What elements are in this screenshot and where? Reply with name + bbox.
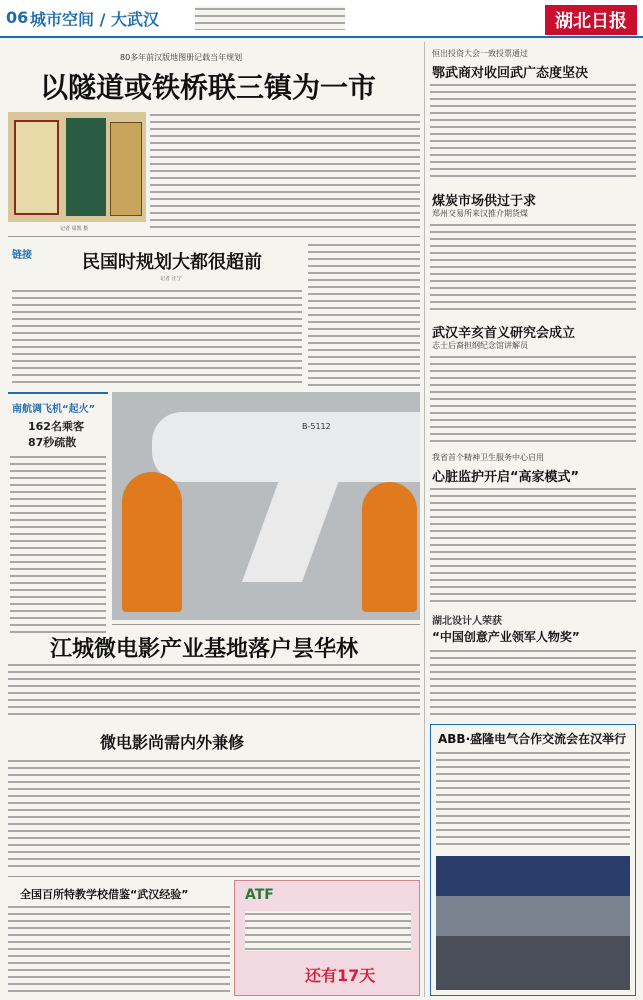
main-body-text [150, 112, 420, 232]
micro-body-text [8, 758, 420, 868]
story2-text [430, 222, 636, 314]
side-box-text [10, 454, 106, 634]
column-divider [424, 42, 425, 997]
side-box-title: 南航调飞机“起火” [12, 404, 96, 415]
story4-text [430, 486, 636, 604]
main-headline: 以隧道或铁桥联三镇为一市 [40, 71, 377, 104]
masthead-meta [195, 6, 345, 30]
story1-text [430, 82, 636, 182]
ad-countdown: 还有17天 [305, 966, 376, 985]
link-headline: 民国时规划大都很超前 [82, 252, 262, 273]
right-col-text [308, 242, 420, 388]
newspaper-logo: 湖北日报 [545, 5, 637, 35]
map-book-photo [8, 112, 146, 222]
side-box-line1: 162名乘客 [28, 420, 84, 433]
abb-photo [436, 856, 630, 990]
story4-kicker: 我省首个精神卫生服务中心启用 [432, 453, 544, 462]
story4-headline: 心脏监护开启“高家模式” [432, 470, 580, 485]
section-title: 城市空间 / 大武汉 [30, 10, 159, 29]
abb-text [436, 750, 630, 850]
link-byline: 记者 汪宁 [160, 276, 182, 282]
teach-headline: 全国百所特教学校借鉴“武汉经验” [20, 888, 189, 901]
divider [8, 876, 420, 877]
story1-headline: 鄂武商对收回武广态度坚决 [432, 66, 589, 81]
side-box-line2: 87秒疏散 [28, 436, 77, 449]
main-kicker: 80多年前汉版地图册记载当年规划 [120, 53, 243, 62]
film-body-text [8, 662, 420, 718]
story3-headline: 武汉辛亥首义研究会成立 [432, 326, 576, 341]
micro-headline: 微电影尚需内外兼修 [100, 733, 245, 752]
story2-headline: 煤炭市场供过于求 [432, 194, 537, 209]
abb-headline: ABB·盛隆电气合作交流会在汉举行 [438, 732, 627, 746]
side-box [8, 392, 108, 642]
film-headline: 江城微电影产业基地落户昙华林 [50, 637, 359, 662]
plane-tail-number: B-5112 [302, 422, 331, 431]
story5-text [430, 648, 636, 718]
story3-text [430, 354, 636, 444]
ad-brand: ATF [245, 887, 274, 903]
main-photo-caption: 记者 周凯 摄 [60, 226, 89, 232]
teach-body-text [8, 904, 230, 994]
story5-headline: “中国创意产业领军人物奖” [432, 630, 580, 644]
link-label: 链接 [12, 250, 32, 261]
divider [112, 624, 420, 625]
ad-text [245, 911, 411, 951]
link-body-text [12, 288, 302, 388]
page-number: 06 [6, 8, 29, 27]
story5-kicker: 湖北设计人荣获 [432, 616, 502, 627]
story3-sub: 志士后裔担纲纪念馆讲解员 [432, 341, 528, 350]
story1-kicker: 恒出投资大会一致投票通过 [432, 49, 528, 58]
evacuation-photo [112, 392, 420, 620]
page-header [0, 0, 643, 38]
divider [8, 236, 420, 237]
story2-sub: 郑州交易所来汉推介期货煤 [432, 209, 528, 218]
atf-ad [234, 880, 420, 996]
